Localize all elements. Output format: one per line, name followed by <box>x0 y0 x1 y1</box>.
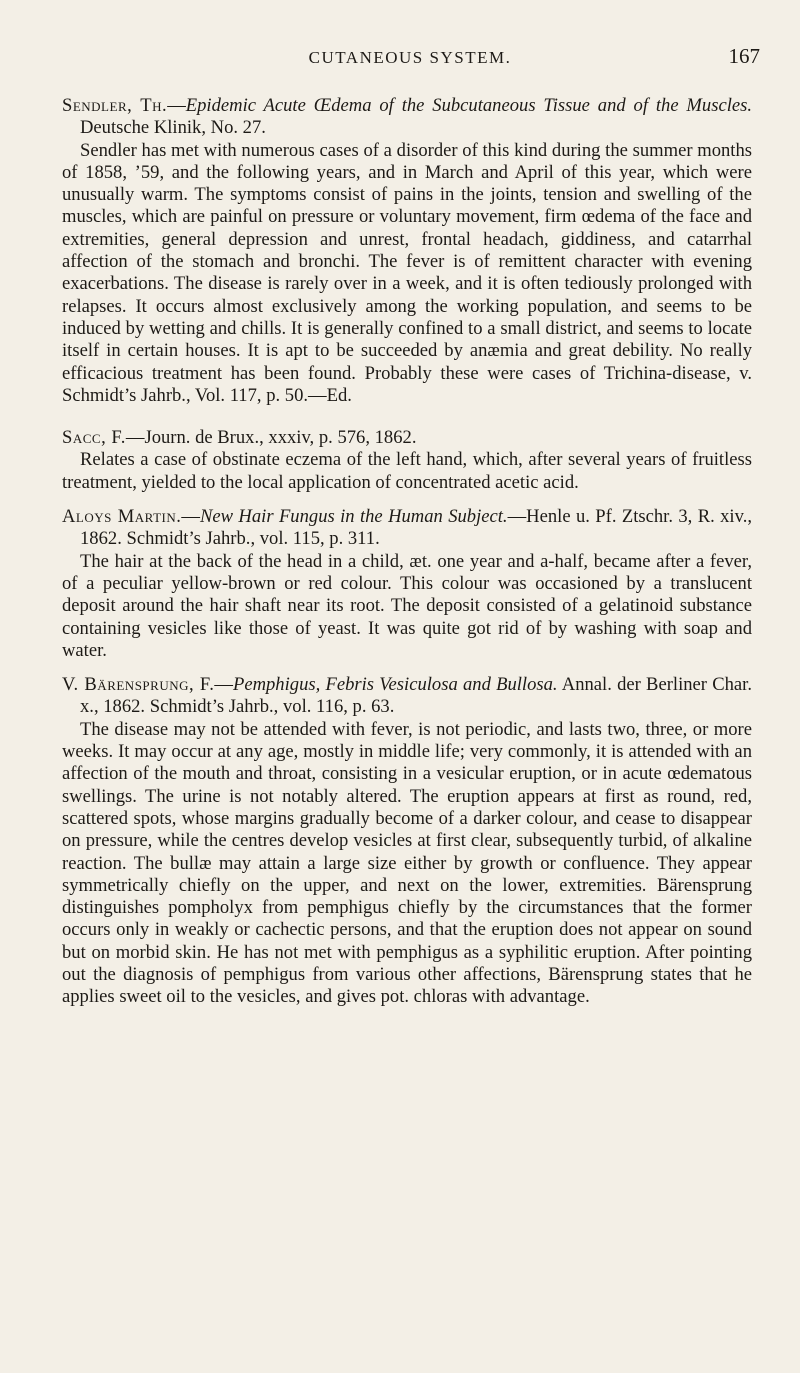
article-title: New Hair Fungus in the Human Subject. <box>199 506 508 528</box>
abstract-text: Relates a case of obstinate eczema of the left hand, which, after several years of fruitless treatment, yielded to the local application of concentrated acetic acid. <box>62 449 752 493</box>
citation <box>62 674 752 719</box>
author: V. Bärensprung, F. <box>62 674 215 696</box>
abstract-text: The hair at the back of the head in a child, æt. one year and a-half, became after a fever, of a peculiar yellow-brown or red colour. This colour was occasioned by a translucent deposit around the hair shaft near its root. The deposit consisted of a gelatinoid substance containing vesicles like those of yeast. It was quite got rid of by washing with soap and water. <box>62 550 752 661</box>
author: Sacc, F. <box>62 427 126 449</box>
source: Annal. der Berliner Char. x., 1862. Schmidt’s Jahrb., vol. 116, p. 63. <box>80 674 752 718</box>
entry-barensprung <box>62 674 752 1008</box>
separator: — <box>167 95 186 116</box>
page-number: 167 <box>728 44 760 68</box>
abstract-text: The disease may not be attended with fever, is not periodic, and lasts two, three, or more weeks. It may occur at any age, mostly in middle life; very commonly, it is attended with an affection of the mouth and throat, consisting in a vesicular eruption, or in acute œdematous swellings. The urine is not notably altered. The eruption appears at first as round, red, scattered spots, whose margins gradually become of a darker colour, and cease to disappear on pressure, while the centres develop vesicles at first clear, subsequently turbid, of alkaline reaction. The bullæ may attain a large size either by growth or confluence. They appear symmetrically chiefly on the upper, and next on the lower, extremities. Bärensprung distinguishes pompholyx from pemphigus chiefly by the circumstances that the former occurs only in weakly or cachectic persons, and that the eruption does not appear on sound but on morbid skin. He has not met with pemphigus as a syphilitic eruption. After pointing out the diagnosis of pemphigus from various other affections, Bärensprung states that he applies sweet oil to the vesicles, and gives pot. chloras with advantage. <box>62 718 752 1008</box>
article-title: Pemphigus, Febris Vesiculosa and Bullosa. <box>232 674 558 696</box>
entry-martin <box>62 506 752 662</box>
author: Aloys Martin. <box>62 506 182 528</box>
abstract-text: Sendler has met with numerous cases of a disorder of this kind during the summer months of 1858, ’59, and the following years, and in March and April of this year, which were unusually warm. The symptoms consist of pains in the joints, tension and swelling of the muscles, which are painful on pressure or voluntary movement, firm œdema of the face and extremities, general depression and unrest, frontal headach, giddiness, and catarrhal affection of the stomach and bronchi. The fever is of remittent character with evening exacerbations. The disease is rarely over in a week, and it is often tediously prolonged with relapses. It occurs almost exclusively among the working population, and seems to be induced by wetting and chills. It is generally confined to a small district, and seems to locate itself in certain houses. It is apt to be succeeded by anæmia and great debility. No really efficacious treatment has been found. Probably these were cases of Trichina-disease, v. Schmidt’s Jahrb., Vol. 117, p. 50.—Ed. <box>62 139 752 406</box>
author: Sendler, Th. <box>62 95 168 116</box>
citation <box>62 506 752 551</box>
separator: — <box>214 674 233 696</box>
separator: — <box>125 427 145 449</box>
citation <box>62 95 752 140</box>
entry-sacc <box>62 427 752 494</box>
citation <box>62 427 752 449</box>
page-content <box>62 95 752 1021</box>
separator: — <box>181 506 200 528</box>
page-header <box>60 44 760 78</box>
source: —Henle u. Pf. Ztschr. 3, R. xiv., 1862. Schmidt’s Jahrb., vol. 115, p. 311. <box>80 506 752 550</box>
source: Deutsche Klinik, No. 27. <box>80 117 266 139</box>
running-head: CUTANEOUS SYSTEM. <box>308 48 512 67</box>
article-title: Epidemic Acute Œdema of the Subcutaneous Tissue and of the Muscles. <box>185 95 753 116</box>
source: Journ. de Brux., xxxiv, p. 576, 1862. <box>144 427 417 449</box>
entry-sendler <box>62 95 752 407</box>
